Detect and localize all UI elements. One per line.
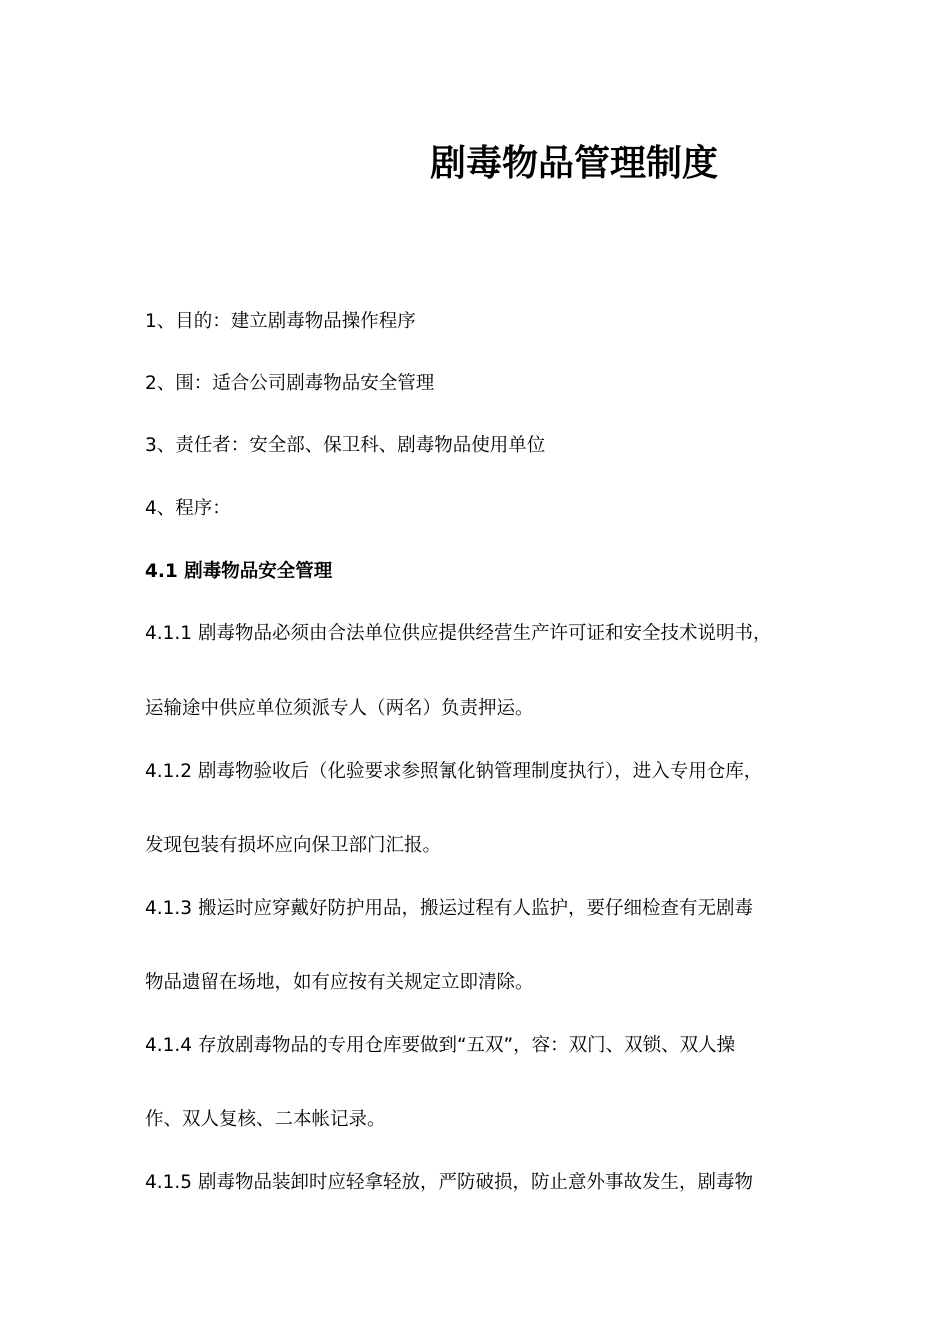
paragraph-line: 作、双人复核、二本帐记录。	[145, 1109, 386, 1130]
paragraph-line: 4.1.4 存放剧毒物品的专用仓库要做到“五双”，容：双门、双锁、双人操	[145, 1035, 736, 1056]
paragraph-line: 4.1.2 剧毒物验收后（化验要求参照氰化钠管理制度执行），进入专用仓库，	[145, 761, 763, 782]
paragraph-line: 4.1.5 剧毒物品装卸时应轻拿轻放，严防破损，防止意外事故发生，剧毒物	[145, 1172, 753, 1193]
paragraph-line: 4.1.1 剧毒物品必须由合法单位供应提供经营生产许可证和安全技术说明书，	[145, 623, 772, 644]
document-title: 剧毒物品管理制度	[430, 143, 719, 184]
paragraph-line: 物品遗留在场地，如有应按有关规定立即清除。	[145, 972, 534, 993]
paragraph-line: 发现包装有损坏应向保卫部门汇报。	[145, 835, 442, 856]
purpose-line: 1、目的：建立剧毒物品操作程序	[145, 311, 416, 332]
procedure-heading: 4、程序：	[145, 498, 231, 519]
responsible-line: 3、责任者：安全部、保卫科、剧毒物品使用单位	[145, 435, 546, 456]
section-heading-4-1: 4.1 剧毒物品安全管理	[145, 561, 333, 582]
paragraph-line: 4.1.3 搬运时应穿戴好防护用品，搬运过程有人监护，要仔细检查有无剧毒	[145, 898, 753, 919]
scope-line: 2、围：适合公司剧毒物品安全管理	[145, 373, 435, 394]
paragraph-line: 运输途中供应单位须派专人（两名）负责押运。	[145, 698, 534, 719]
